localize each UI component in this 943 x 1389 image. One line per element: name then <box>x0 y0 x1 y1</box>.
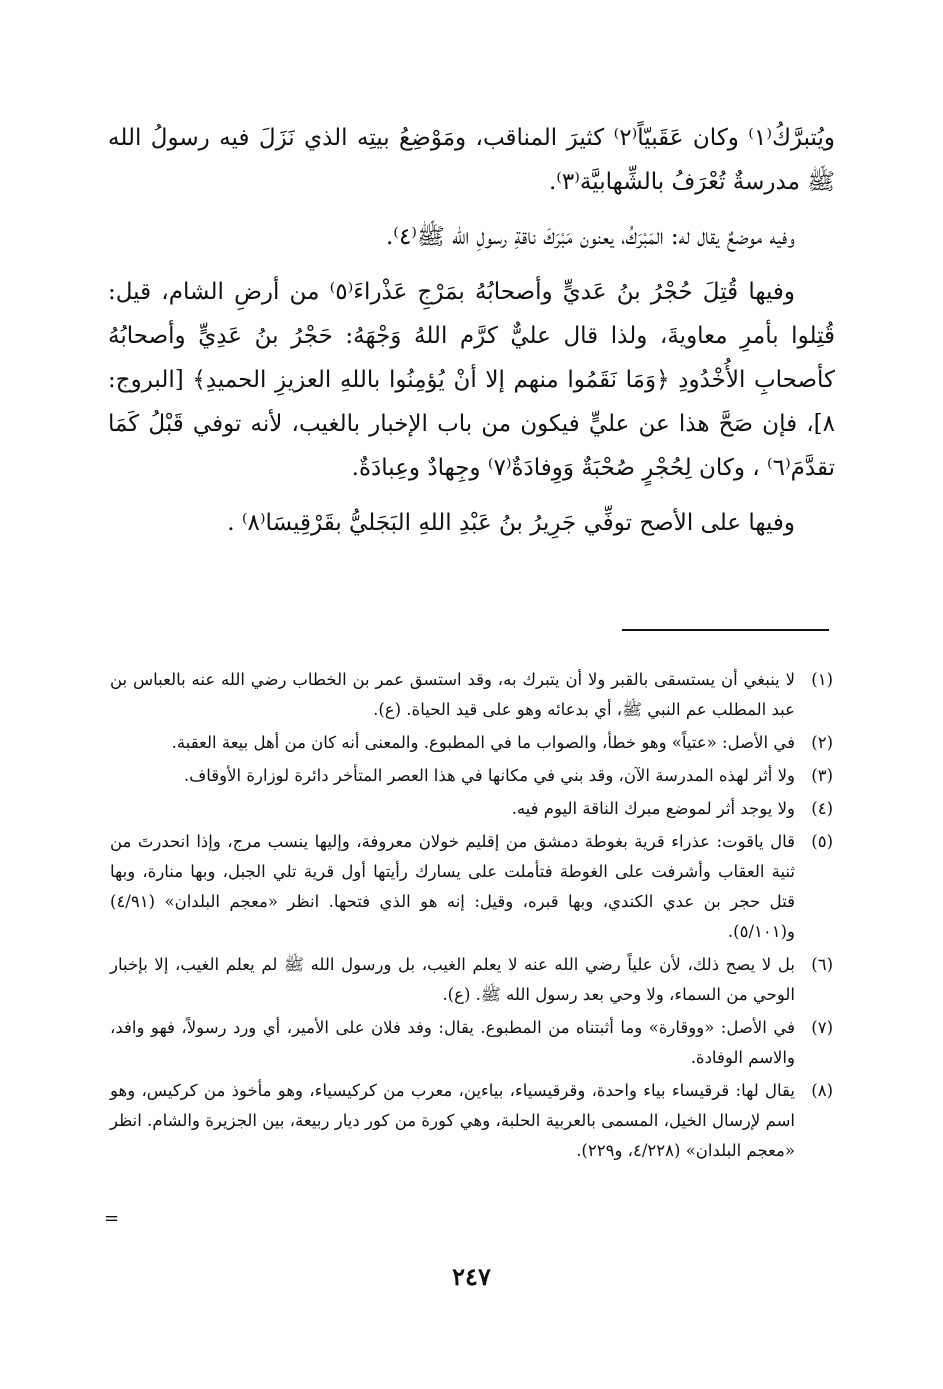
main-paragraph-3: وفيها قُتِلَ حُجْرُ بنُ عَديٍّ وأصحابُهُ بمَرْجِ عَذْراءَ⁽٥⁾ من أرضِ الشام، قيل: قُتِلوا بأمرِ معاويةَ، ولذا قال عليٌّ كرَّم اللهُ وَجْهَهُ: حَجْرُ بنُ عَدِيٍّ وأصحابُهُ كأصحابِ الأُخْدُودِ ﴿وَمَا نَقَمُوا منهم إلا أنْ يُؤمِنُوا باللهِ العزيزِ الحميدِ﴾ [البروج: ٨]، فإن صَحَّ هذا عن عليٍّ فيكون من باب الإخبار بالغيب، لأنه توفي قَبْلُ كَمَا تقدَّمَ⁽٦⁾ ، وكان لِحُجْرٍ صُحْبَةٌ وَوِفادَةٌ⁽٧⁾ وجِهادٌ وعِبادَةٌ. <box>108 279 835 481</box>
main-paragraph-1: ويُتبرَّكُ⁽١⁾ وكان عَقَبيّاً⁽٢⁾ كثيرَ المناقب، ومَوْضِعُ بيتِه الذي نَزَلَ فيه رسولُ الله ﷺ مدرسةٌ تُعْرَفُ بالشِّهابيَّة⁽٣⁾. <box>108 125 835 195</box>
footnote-5 <box>110 827 833 947</box>
footnote-text: في الأصل: «عتياً» وهو خطأ، والصواب ما في المطبوع. والمعنى أنه كان من أهل بيعة العقبة. <box>171 733 795 752</box>
footnote-4 <box>110 794 833 824</box>
footnote-text: بل لا يصح ذلك، لأن علياً رضي الله عنه لا يعلم الغيب، بل ورسول الله ﷺ لم يعلم الغيب، إلا بإخبار الوحي من السماء، ولا وحي بعد رسول الله ﷺ. (ع). <box>110 955 795 1004</box>
footnote-3 <box>110 761 833 791</box>
footnote-divider <box>622 629 829 631</box>
main-text <box>108 116 835 556</box>
footnote-2 <box>110 728 833 758</box>
footnote-number: (٤) <box>811 799 833 818</box>
footnote-text: يقال لها: قرقيساء بياء واحدة، وقرقيسياء، بياءين، معرب من كركيسياء، وهو مأخوذ من كركيس، وهو اسم لإرسال الخيل، المسمى بالعربية الحلبة، وهي كورة من كور ديار ربيعة، بين الجزيرة والشام. انظر «معجم البلدان» (٤/٢٢٨، و٢٢٩). <box>110 1081 795 1160</box>
footnote-text: قال ياقوت: عذراء قرية بغوطة دمشق من إقليم خولان معروفة، وإليها ينسب مرج، وإذا انحدرتَ من ثنية العقاب وأشرفت على الغوطة فتأملت على يسارك رأيتها أول قرية تلي الجبل، وبها منارة، وبها قتل حجر بن عدي الكندي، وبها قبره، وقيل: إنه هو الذي فتحها. انظر «معجم البلدان» (٤/٩١) و(٥/١٠١). <box>110 832 795 941</box>
footnote-7 <box>110 1013 833 1073</box>
footnote-number: (٧) <box>811 1018 833 1037</box>
footnote-number: (٥) <box>811 832 833 851</box>
footnote-8 <box>110 1076 833 1166</box>
footnote-text: في الأصل: «ووقارة» وما أثبتناه من المطبوع. يقال: وفد فلان على الأمير، أي ورد رسولاً، فهو وافد، والاسم الوفادة. <box>110 1018 795 1067</box>
main-paragraph-4: وفيها على الأصح توفِّي جَرِيرُ بنُ عَبْدِ اللهِ البَجَليُّ بقَرْقِيسَا⁽٨⁾ . <box>227 510 795 536</box>
footnote-text: لا ينبغي أن يستسقى بالقبر ولا أن يتبرك به، وقد استسق عمر بن الخطاب رضي الله عنه بالعباس بن عبد المطلب عم النبي ﷺ، أي بدعائه وهو على قيد الحياة. (ع). <box>110 670 795 719</box>
footnote-number: (١) <box>811 670 833 689</box>
footnote-text: ولا أثر لهذه المدرسة الآن، وقد بني في مكانها في هذا العصر المتأخر دائرة لوزارة الأوقاف. <box>183 766 795 785</box>
footnote-number: (٣) <box>811 766 833 785</box>
footnotes <box>110 665 833 1169</box>
footnote-number: (٦) <box>811 955 833 974</box>
footnote-number: (٢) <box>811 733 833 752</box>
footnote-text: ولا يوجد أثر لموضع مبرك الناقة اليوم فيه. <box>511 799 795 818</box>
footnote-1 <box>110 665 833 725</box>
footnote-6 <box>110 950 833 1010</box>
main-paragraph-2: وفيه موضعٌ يقال له: المَبْرَكُ، يعنون مَبْرَكَ ناقةِ رسولِ الله ﷺ⁽٤⁾. <box>385 224 795 250</box>
page-number: ٢٤٧ <box>452 1262 491 1291</box>
footnote-continuation-mark: = <box>104 1208 120 1229</box>
footnote-number: (٨) <box>811 1081 833 1100</box>
